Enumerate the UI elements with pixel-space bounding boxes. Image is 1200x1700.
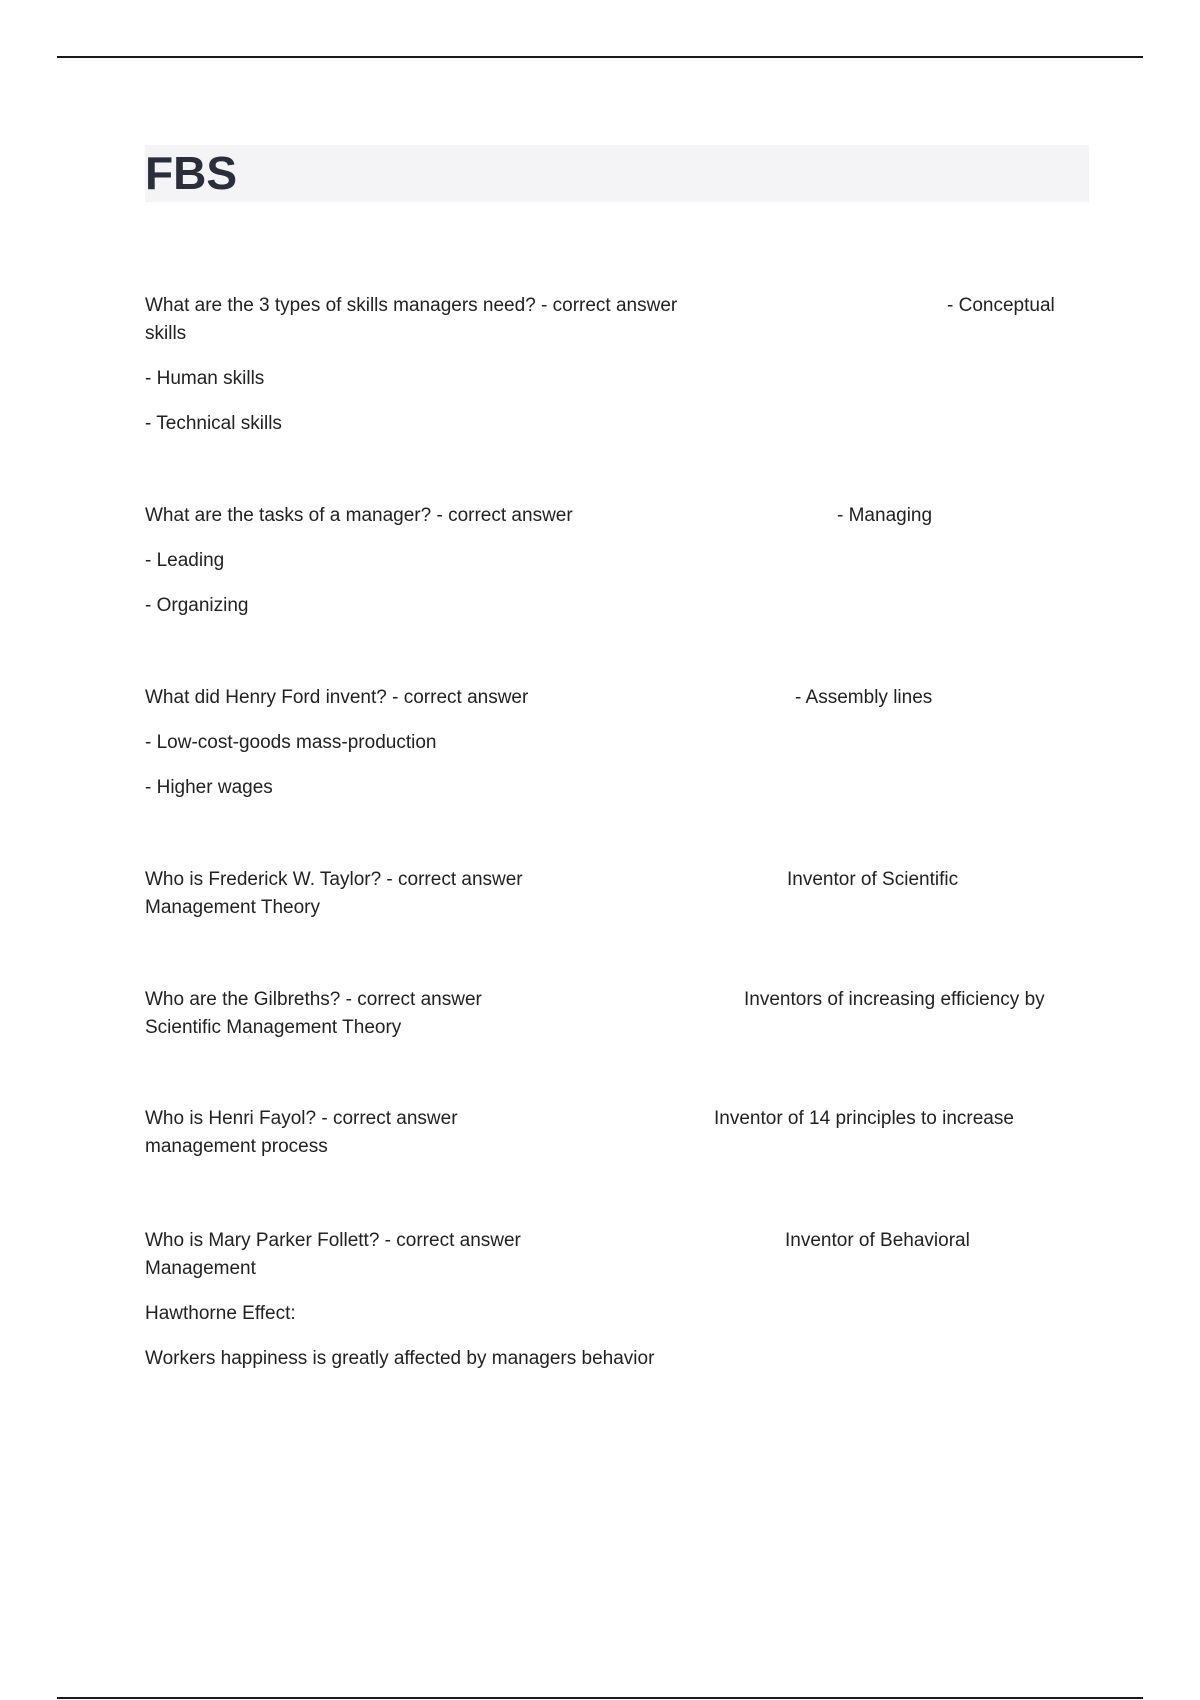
answer-bullet: - Human skills bbox=[145, 368, 265, 389]
qa-item-fayol bbox=[145, 1105, 1065, 1161]
answer-bullet: - Leading bbox=[145, 550, 225, 571]
top-rule bbox=[57, 56, 1143, 58]
answer-text: Inventor of Behavioral bbox=[785, 1230, 970, 1251]
qa-item-skills bbox=[145, 292, 1065, 438]
qa-head bbox=[145, 502, 1065, 530]
bottom-rule bbox=[57, 1697, 1143, 1699]
qa-item-taylor bbox=[145, 866, 1065, 922]
answer-continuation: Management bbox=[145, 1258, 256, 1279]
answer-text: - Assembly lines bbox=[795, 687, 933, 708]
answer-text: Inventors of increasing efficiency by bbox=[744, 989, 1045, 1010]
qa-head bbox=[145, 1227, 1065, 1283]
question-text: Who is Frederick W. Taylor? - correct answer bbox=[145, 869, 523, 890]
answer-line: Hawthorne Effect: bbox=[145, 1303, 296, 1324]
question-text: What are the tasks of a manager? - correct answer bbox=[145, 505, 573, 526]
answer-bullet: - Organizing bbox=[145, 595, 249, 616]
question-text: Who is Mary Parker Follett? - correct answer bbox=[145, 1230, 521, 1251]
answer-text: - Conceptual bbox=[947, 295, 1055, 316]
question-text: Who is Henri Fayol? - correct answer bbox=[145, 1108, 458, 1129]
answer-line: Workers happiness is greatly affected by managers behavior bbox=[145, 1348, 655, 1369]
answer-continuation: management process bbox=[145, 1136, 328, 1157]
qa-head bbox=[145, 986, 1065, 1042]
answer-bullet: - Higher wages bbox=[145, 777, 273, 798]
qa-item-tasks bbox=[145, 502, 1065, 620]
question-text: What did Henry Ford invent? - correct answer bbox=[145, 687, 529, 708]
qa-head bbox=[145, 684, 1065, 712]
qa-item-henry-ford bbox=[145, 684, 1065, 802]
qa-item-gilbreths bbox=[145, 986, 1065, 1042]
answer-text: - Managing bbox=[837, 505, 933, 526]
qa-head bbox=[145, 292, 1065, 348]
answer-continuation: Management Theory bbox=[145, 897, 320, 918]
qa-head bbox=[145, 866, 1065, 922]
title-band bbox=[145, 145, 1089, 202]
question-text: What are the 3 types of skills managers need? - correct answer bbox=[145, 295, 678, 316]
answer-text: Inventor of 14 principles to increase bbox=[714, 1108, 1014, 1129]
answer-continuation: Scientific Management Theory bbox=[145, 1017, 402, 1038]
answer-text: Inventor of Scientific bbox=[787, 869, 959, 890]
answer-continuation: skills bbox=[145, 323, 187, 344]
answer-bullet: - Low-cost-goods mass-production bbox=[145, 732, 437, 753]
qa-item-follett bbox=[145, 1227, 1065, 1373]
qa-head bbox=[145, 1105, 1065, 1161]
document-title: FBS bbox=[145, 147, 237, 199]
answer-bullet: - Technical skills bbox=[145, 413, 282, 434]
question-text: Who are the Gilbreths? - correct answer bbox=[145, 989, 482, 1010]
